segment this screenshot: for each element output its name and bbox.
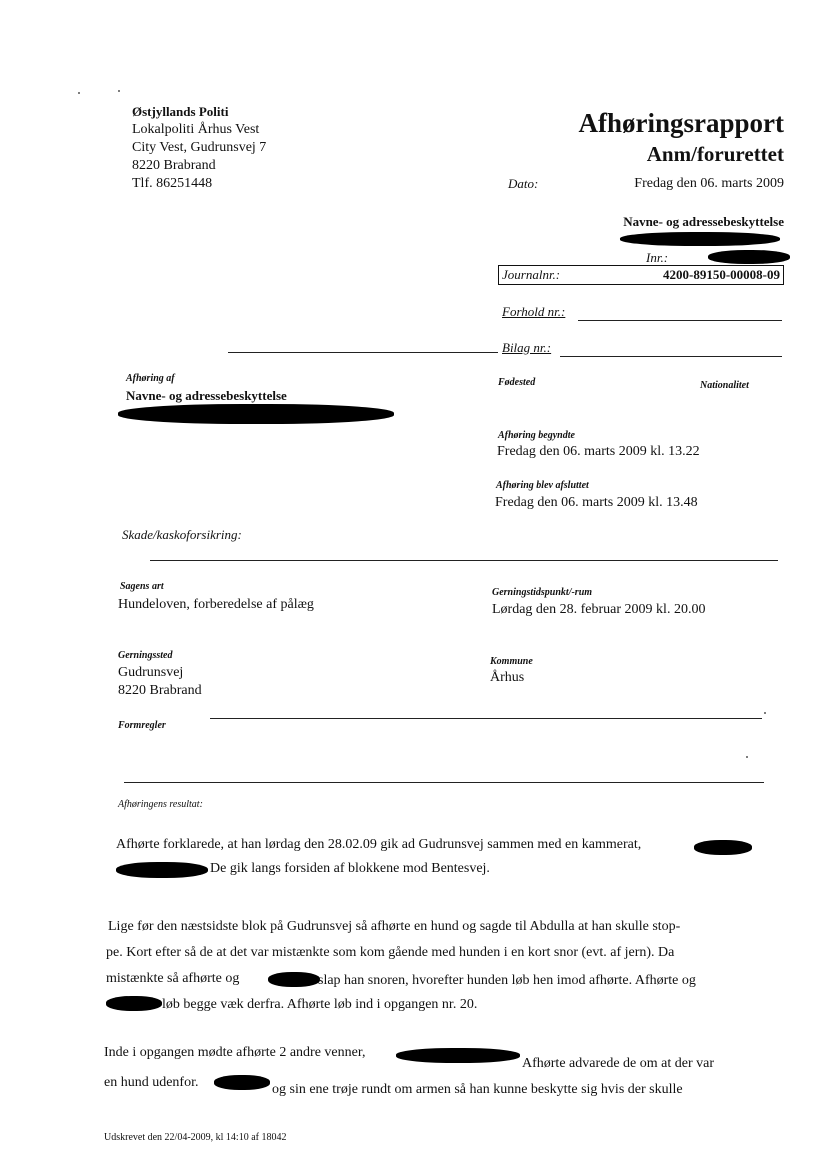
afhoring-af-value: Navne- og adressebeskyttelse: [126, 388, 287, 403]
result-p3-line2b: og sin ene trøje rundt om armen så han kunne beskytte sig hvis der skulle: [272, 1082, 683, 1097]
skade-line: [150, 560, 778, 561]
kommune-label: Kommune: [490, 656, 533, 667]
result-p2-line3a: mistænkte så afhørte og: [106, 971, 240, 986]
result-p3-line2a: en hund udenfor.: [104, 1075, 199, 1090]
org-name: Østjyllands Politi: [132, 104, 229, 119]
formregler-rule: [210, 718, 762, 719]
begyndt-value: Fredag den 06. marts 2009 kl. 13.22: [497, 444, 700, 459]
inr-label: Inr.:: [646, 250, 669, 265]
result-p2-line3b: slap han snoren, hvorefter hunden løb hen imod afhørte. Afhørte og: [318, 973, 696, 988]
gerningstid-label: Gerningstidspunkt/-rum: [492, 587, 593, 598]
footer-printed: Udskrevet den 22/04-2009, kl 14:10 af 18042: [104, 1132, 287, 1143]
redaction-mark: [620, 232, 780, 246]
gerningstid-value: Lørdag den 28. februar 2009 kl. 20.00: [492, 602, 706, 617]
bilag-label: Bilag nr.:: [502, 340, 552, 355]
redaction-mark: [396, 1048, 520, 1063]
gerningssted-postal: 8220 Brabrand: [118, 683, 202, 698]
scan-speck: [78, 92, 80, 94]
bilag-line: [560, 356, 782, 357]
journal-label: Journalnr.:: [502, 267, 561, 282]
redaction-mark: [214, 1075, 270, 1090]
bilag-rule: [228, 352, 498, 353]
afsluttet-label: Afhøring blev afsluttet: [496, 480, 589, 491]
scan-speck: [118, 90, 120, 92]
result-p2-line2: pe. Kort efter så de at det var mistænkte som kom gående med hunden i en kort snor (evt. af jern). Da: [106, 945, 675, 960]
result-p1-line2: De gik langs forsiden af blokkene mod Bentesvej.: [210, 861, 490, 876]
fodested-label: Fødested: [498, 377, 536, 388]
begyndt-label: Afhøring begyndte: [498, 430, 575, 441]
skade-label: Skade/kaskoforsikring:: [122, 527, 242, 542]
result-p2-line4: løb begge væk derfra. Afhørte løb ind i opgangen nr. 20.: [162, 997, 478, 1012]
formregler-line: [124, 782, 764, 783]
org-address: City Vest, Gudrunsvej 7: [132, 140, 267, 155]
afhoring-af-label: Afhøring af: [126, 373, 175, 384]
report-title: Afhøringsrapport: [578, 108, 784, 138]
afsluttet-value: Fredag den 06. marts 2009 kl. 13.48: [495, 495, 698, 510]
journal-value: 4200-89150-00008-09: [663, 267, 780, 282]
gerningssted-label: Gerningssted: [118, 650, 173, 661]
gerningssted-street: Gudrunsvej: [118, 665, 184, 680]
result-p3-line1b: Afhørte advarede de om at der var: [522, 1056, 715, 1071]
scan-speck: [746, 756, 748, 758]
date-value: Fredag den 06. marts 2009: [634, 176, 784, 191]
forhold-line: [578, 320, 782, 321]
nationalitet-label: Nationalitet: [700, 380, 749, 391]
date-label: Dato:: [508, 176, 539, 191]
redaction-mark: [694, 840, 752, 855]
forhold-label: Forhold nr.:: [502, 304, 566, 319]
redaction-mark: [708, 250, 790, 264]
redaction-mark: [118, 404, 394, 424]
kommune-value: Århus: [490, 670, 525, 685]
sagens-art-label: Sagens art: [120, 581, 164, 592]
protection-note: Navne- og adressebeskyttelse: [623, 214, 784, 229]
redaction-mark: [116, 862, 208, 878]
redaction-mark: [268, 972, 320, 987]
org-phone: Tlf. 86251448: [132, 176, 213, 191]
org-unit: Lokalpoliti Århus Vest: [132, 122, 260, 137]
report-subtitle: Anm/forurettet: [646, 142, 784, 166]
formregler-label: Formregler: [118, 720, 166, 731]
result-p1-line1: Afhørte forklarede, at han lørdag den 28.02.09 gik ad Gudrunsvej sammen med en kammerat,: [116, 837, 642, 852]
org-postal: 8220 Brabrand: [132, 158, 216, 173]
result-p2-line1: Lige før den næstsidste blok på Gudrunsvej så afhørte en hund og sagde til Abdulla at han skulle stop-: [108, 919, 681, 934]
redaction-mark: [106, 996, 162, 1011]
sagens-art-value: Hundeloven, forberedelse af pålæg: [118, 597, 314, 612]
result-label: Afhøringens resultat:: [118, 799, 203, 810]
scan-speck: [764, 712, 766, 714]
result-p3-line1a: Inde i opgangen mødte afhørte 2 andre venner,: [104, 1045, 366, 1060]
